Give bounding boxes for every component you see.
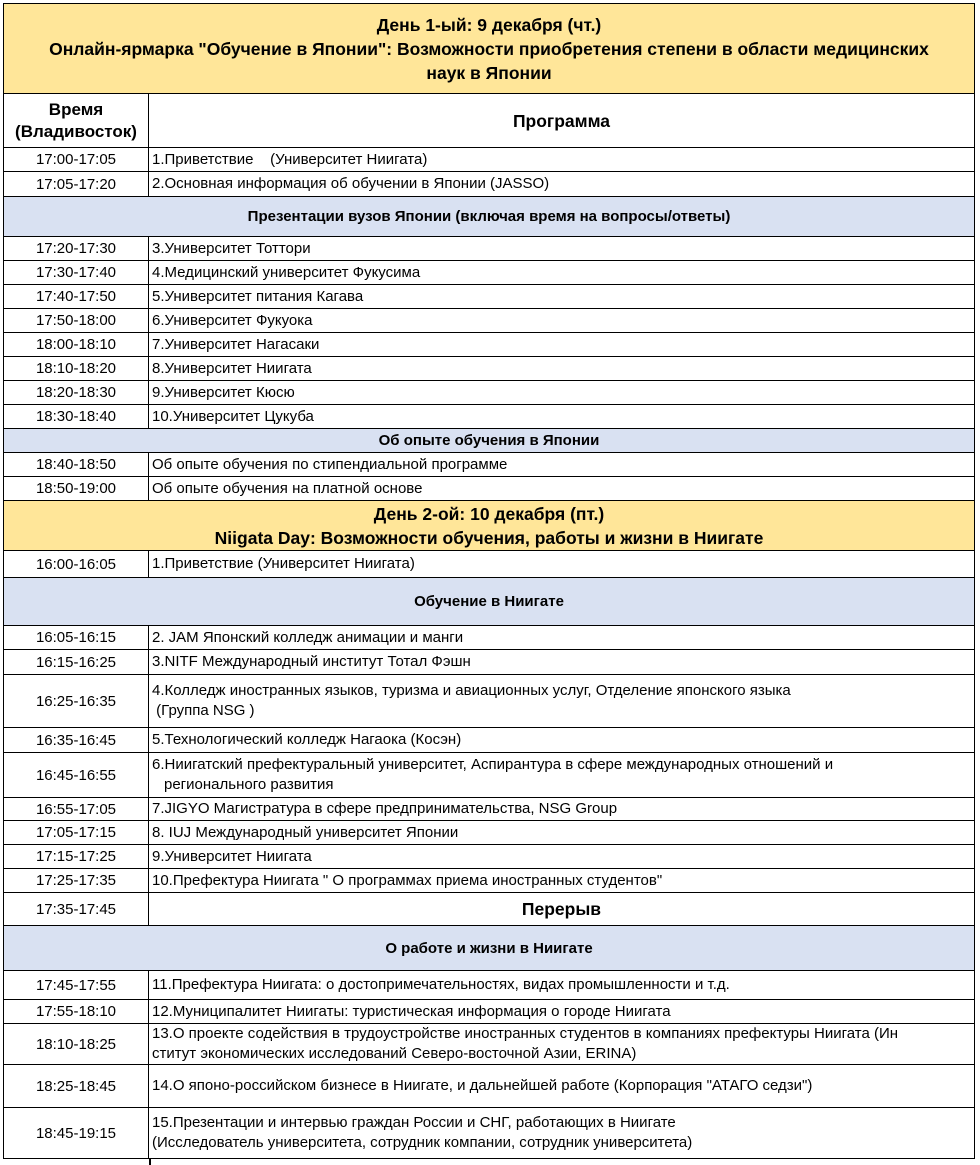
time-cell: 18:00-18:10 — [4, 333, 149, 356]
table-row — [4, 869, 974, 893]
program-cell: 2. JAM Японский колледж анимации и манги — [152, 628, 464, 646]
day2-title: Niigata Day: Возможности обучения, работы и жизни в Ниигате — [214, 527, 764, 548]
program-cell: 7.Университет Нагасаки — [152, 335, 320, 353]
table-row — [4, 845, 974, 869]
table-row — [4, 172, 974, 197]
break-row — [4, 893, 974, 926]
schedule-table — [3, 3, 975, 1159]
table-row — [4, 405, 974, 429]
break-label: Перерыв — [521, 899, 602, 919]
program-cell: 5.Университет питания Кагава — [152, 287, 364, 305]
time-cell: 18:10-18:25 — [4, 1024, 149, 1064]
time-cell: 17:15-17:25 — [4, 845, 149, 868]
time-cell: 16:15-16:25 — [4, 650, 149, 674]
table-row — [4, 798, 974, 821]
program-cell: 4.Медицинский университет Фукусима — [152, 263, 421, 281]
time-cell: 17:55-18:10 — [4, 1000, 149, 1023]
table-row — [4, 551, 974, 578]
section-header-work: О работе и жизни в Ниигате — [4, 926, 974, 971]
table-row — [4, 650, 974, 675]
day1-title-line1: Онлайн-ярмарка "Обучение в Японии": Возможности приобретения степени в области медицинских — [49, 38, 929, 59]
day1-header — [4, 4, 974, 94]
table-row — [4, 675, 974, 728]
time-cell: 18:40-18:50 — [4, 453, 149, 476]
section-header-experience: Об опыте обучения в Японии — [4, 429, 974, 453]
column-header-time-label: Время — [48, 99, 104, 119]
column-header-row — [4, 94, 974, 148]
program-cell: 1.Приветствие (Университет Ниигата) — [152, 555, 415, 572]
time-cell: 17:20-17:30 — [4, 237, 149, 260]
program-line: (Исследователь университета, сотрудник компании, сотрудник университета) — [152, 1134, 693, 1151]
program-cell: Об опыте обучения на платной основе — [152, 479, 423, 497]
time-cell: 18:50-19:00 — [4, 477, 149, 500]
program-cell: 14.О японо-российском бизнесе в Ниигате, и дальнейшей работе (Корпорация "АТАГО седзи") — [152, 1077, 813, 1094]
time-cell: 16:25-16:35 — [4, 675, 149, 727]
table-row — [4, 753, 974, 798]
time-cell: 17:35-17:45 — [4, 893, 149, 925]
program-cell — [149, 1024, 974, 1064]
day1-title-line2: наук в Японии — [426, 62, 552, 83]
program-cell: 11.Префектура Ниигата: о достопримечательностях, видах промышленности и т.д. — [152, 976, 730, 993]
table-row — [4, 1024, 974, 1065]
program-line: (Группа NSG ) — [152, 702, 255, 719]
time-cell: 17:05-17:20 — [4, 172, 149, 196]
program-cell: 3.Университет Тоттори — [152, 239, 311, 257]
time-cell: 16:05-16:15 — [4, 626, 149, 649]
time-cell: 17:05-17:15 — [4, 821, 149, 844]
table-row — [4, 357, 974, 381]
program-cell: 12.Муниципалитет Ниигаты: туристическая информация о городе Ниигата — [152, 1002, 671, 1020]
program-cell: 5.Технологический колледж Нагаока (Косэн) — [152, 731, 462, 748]
program-cell: 7.JIGYO Магистратура в сфере предпринимательства, NSG Group — [152, 800, 618, 817]
time-cell: 17:00-17:05 — [4, 148, 149, 171]
table-row — [4, 333, 974, 357]
program-cell: 9.Университет Ниигата — [152, 847, 312, 865]
table-row — [4, 237, 974, 261]
table-row — [4, 728, 974, 753]
table-row — [4, 1000, 974, 1024]
program-cell: 6.Университет Фукуока — [152, 311, 313, 329]
table-row — [4, 626, 974, 650]
column-header-program: Программа — [512, 110, 611, 131]
program-cell: 10.Университет Цукуба — [152, 407, 314, 425]
time-cell: 16:00-16:05 — [4, 551, 149, 577]
program-cell: 8. IUJ Международный университет Японии — [152, 823, 459, 841]
time-cell: 16:55-17:05 — [4, 798, 149, 820]
table-row — [4, 309, 974, 333]
program-cell — [149, 675, 974, 727]
table-row — [4, 971, 974, 1000]
program-cell: 9.Университет Кюсю — [152, 383, 295, 401]
table-row — [4, 381, 974, 405]
column-header-time — [4, 94, 149, 147]
table-row — [4, 261, 974, 285]
time-cell: 18:25-18:45 — [4, 1065, 149, 1107]
day2-date: День 2-ой: 10 декабря (пт.) — [373, 503, 605, 524]
time-cell: 17:25-17:35 — [4, 869, 149, 892]
program-cell: 3.NITF Международный институт Тотал Фэшн — [152, 653, 471, 670]
program-line: ститут экономических исследований Северо-восточной Азии, ERINA) — [152, 1045, 637, 1062]
program-line: регионального развития — [164, 776, 334, 793]
program-cell: 10.Префектура Ниигата " О программах приема иностранных студентов" — [152, 871, 663, 889]
time-cell: 18:10-18:20 — [4, 357, 149, 380]
program-cell — [149, 1108, 974, 1158]
day2-header — [4, 501, 974, 551]
table-row — [4, 821, 974, 845]
table-row — [4, 477, 974, 501]
table-row — [4, 285, 974, 309]
program-line: 13.О проекте содействия в трудоустройстве иностранных студентов в компаниях префектуры Ниигата (Ин — [152, 1025, 899, 1042]
time-cell: 17:40-17:50 — [4, 285, 149, 308]
table-row — [4, 453, 974, 477]
time-cell: 18:45-19:15 — [4, 1108, 149, 1158]
section-header-study: Обучение в Ниигате — [4, 578, 974, 626]
time-cell: 16:35-16:45 — [4, 728, 149, 752]
section-header-presentations: Презентации вузов Японии (включая время на вопросы/ответы) — [4, 197, 974, 237]
program-cell — [149, 753, 974, 797]
time-cell: 17:30-17:40 — [4, 261, 149, 284]
day1-date: День 1-ый: 9 декабря (чт.) — [376, 14, 602, 35]
table-row — [4, 1108, 974, 1159]
program-cell: Об опыте обучения по стипендиальной программе — [152, 455, 508, 473]
time-cell: 18:20-18:30 — [4, 381, 149, 404]
time-cell: 17:50-18:00 — [4, 309, 149, 332]
table-row — [4, 148, 974, 172]
program-line: 6.Ниигатский префектуральный университет, Аспирантура в сфере международных отношений и — [152, 756, 834, 773]
table-row — [4, 1065, 974, 1108]
program-line: 4.Колледж иностранных языков, туризма и авиационных услуг, Отделение японского языка — [152, 682, 791, 699]
program-cell: 1.Приветствие (Университет Ниигата) — [152, 150, 428, 168]
time-cell: 17:45-17:55 — [4, 971, 149, 999]
program-cell: 2.Основная информация об обучении в Японии (JASSO) — [152, 175, 550, 192]
time-cell: 16:45-16:55 — [4, 753, 149, 797]
column-divider-continuation — [149, 1158, 151, 1165]
time-cell: 18:30-18:40 — [4, 405, 149, 428]
program-line: 15.Презентации и интервью граждан России и СНГ, работающих в Ниигате — [152, 1114, 676, 1131]
program-cell: 8.Университет Ниигата — [152, 359, 312, 377]
column-header-time-zone: (Владивосток) — [15, 121, 137, 141]
